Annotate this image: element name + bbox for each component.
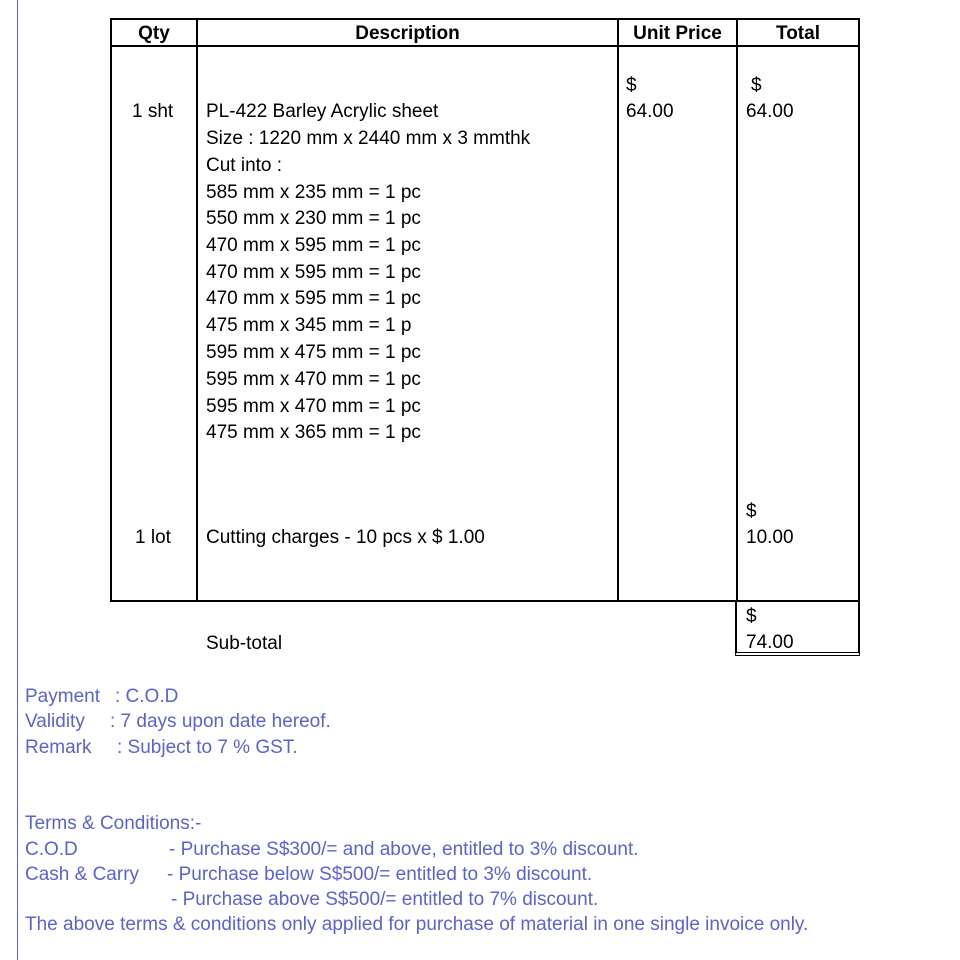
terms-cash-label: Cash & Carry [25,864,140,885]
terms-cod-text: - Purchase S$300/= and above, entitled to 3% discount. [169,839,639,860]
payment-label: Payment [25,686,100,707]
validity-value: : 7 days upon date hereof. [110,711,331,732]
terms-cod-label: C.O.D [25,839,78,860]
payment-value: : C.O.D [115,686,179,707]
item1-desc-line: 470 mm x 595 mm = 1 pc [206,262,421,283]
item1-total: 64.00 [746,101,794,122]
column-divider-qty [196,20,198,600]
remark-value: : Subject to 7 % GST. [117,737,298,758]
item1-desc-line: Size : 1220 mm x 2440 mm x 3 mmthk [206,128,531,149]
terms-footer: The above terms & conditions only applied for purchase of material in one single invoice only. [25,914,809,935]
item2-total: 10.00 [746,527,794,548]
item2-description: Cutting charges - 10 pcs x $ 1.00 [206,527,485,548]
terms-cash-text-2: - Purchase above S$500/= entitled to 7% discount. [171,889,599,910]
item1-desc-line: 595 mm x 470 mm = 1 pc [206,396,421,417]
column-divider-description [617,20,619,600]
item2-qty: 1 lot [135,527,171,548]
validity-label: Validity [25,711,85,732]
item1-desc-line: 470 mm x 595 mm = 1 pc [206,288,421,309]
terms-cash-text-1: - Purchase below S$500/= entitled to 3% discount. [167,864,593,885]
item1-qty: 1 sht [132,101,174,122]
item2-total-currency: $ [746,501,757,522]
item1-desc-line: 585 mm x 235 mm = 1 pc [206,182,421,203]
item1-desc-line: 550 mm x 230 mm = 1 pc [206,208,421,229]
header-total: Total [776,23,820,44]
subtotal-currency: $ [746,606,757,627]
left-margin-rule [17,0,18,960]
item1-total-currency: $ [751,75,762,96]
subtotal-value: 74.00 [746,632,794,653]
remark-label: Remark [25,737,92,758]
item1-desc-line: 475 mm x 365 mm = 1 pc [206,422,421,443]
header-qty: Qty [138,23,170,44]
item1-desc-line: 595 mm x 475 mm = 1 pc [206,342,421,363]
item1-desc-line: 470 mm x 595 mm = 1 pc [206,235,421,256]
item1-desc-line: Cut into : [206,155,283,176]
item1-unit-currency: $ [626,75,637,96]
header-description: Description [355,23,460,44]
column-divider-unit-price [736,20,738,600]
item1-desc-line: PL-422 Barley Acrylic sheet [206,101,439,122]
header-unit-price: Unit Price [633,23,722,44]
item1-desc-line: 475 mm x 345 mm = 1 p [206,315,412,336]
subtotal-label: Sub-total [206,633,283,654]
item1-unit-price: 64.00 [626,101,674,122]
item1-desc-line: 595 mm x 470 mm = 1 pc [206,369,421,390]
terms-heading: Terms & Conditions:- [25,813,202,834]
